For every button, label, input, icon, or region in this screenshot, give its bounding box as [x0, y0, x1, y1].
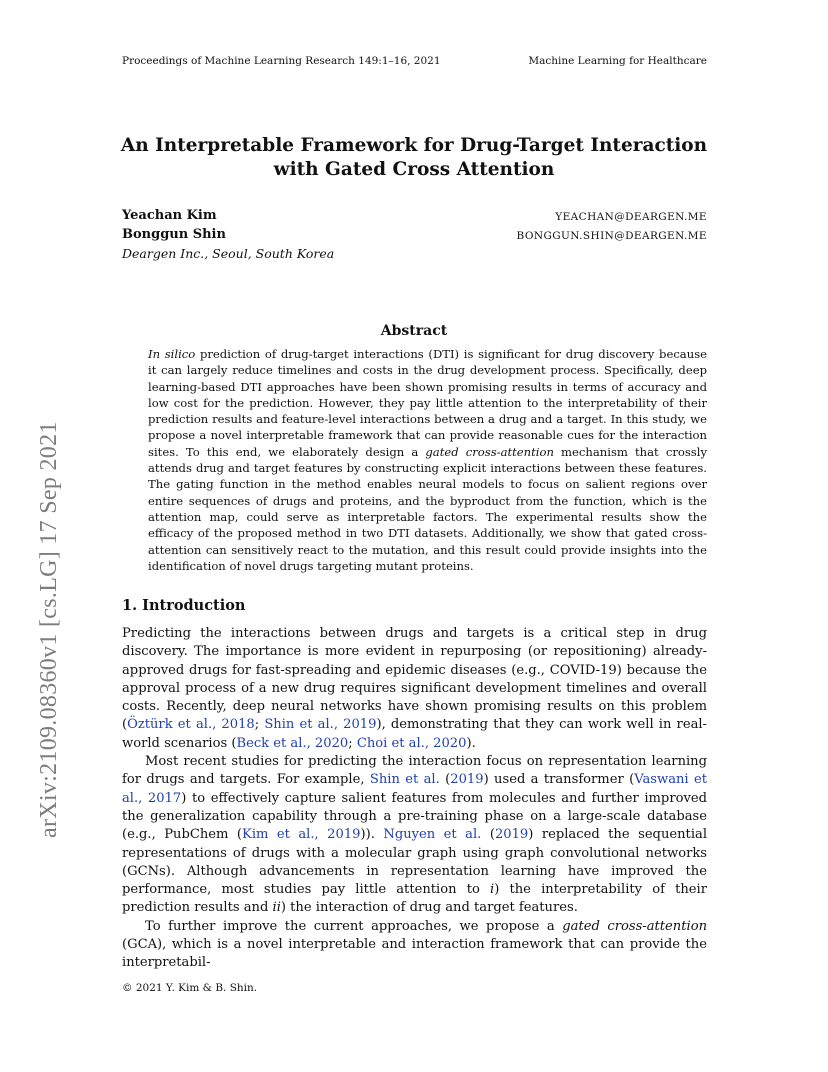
citation-link[interactable]: 2019 — [450, 772, 484, 788]
introduction-body — [122, 625, 707, 973]
citation-link[interactable]: Choi et al., 2020 — [356, 735, 467, 751]
abstract-part-1: prediction of drug-target interactions (DTI) is significant for drug discovery because it can largely reduce timelines and costs in the drug development process. Specifically, deep learning-based DTI approaches have been shown promising results in terms of accuracy and low cost for the prediction. However, they pay little attention to the interpretability of their prediction results and feature-level interactions between a drug and a target. In this study, we propose a novel interpretable framework that can provide reasonable cues for the interaction sites. To this end, we elaborately design a — [148, 347, 707, 459]
citation-link[interactable]: Beck et al., 2020 — [236, 735, 349, 751]
text-run: ). — [466, 735, 476, 751]
running-header-venue: Proceedings of Machine Learning Research 149:1–16, 2021 — [122, 55, 441, 67]
emphasis-italic: gated cross-attention — [562, 918, 708, 934]
paper-title — [0, 134, 828, 182]
abstract-italic-2: gated cross-attention — [425, 444, 554, 459]
enumeration-italic: ii — [272, 900, 281, 916]
text-run: ) the interaction of drug and target features. — [280, 900, 578, 916]
section-heading-introduction: 1. Introduction — [122, 597, 246, 614]
intro-paragraph-2: Most recent studies for predicting the interaction focus on representation learning for drugs and targets. For example, Shin et al. (2019) used a transformer (Vaswani et al., 2017) to effectively capture salient features from molecules and further improved the generalization capability through a pre-training phase on a large-scale database (e.g., PubChem (Kim et al., 2019)). Nguyen et al. (2019) replaced the sequential representations of drugs with a molecular graph using graph convolutional networks (GCNs). Although advancements in representation learning have improved the performance, most studies pay little attention to i) the interpretability of their prediction results and ii) the interaction of drug and target features. — [122, 754, 708, 916]
enumeration-italic: i — [490, 882, 495, 898]
citation-link[interactable]: Vaswani et al., 2017 — [122, 772, 707, 806]
text-run: To further improve the current approaches, we propose a — [145, 918, 563, 934]
text-run: ; — [254, 717, 265, 733]
text-run: ) the interpretability of their prediction results and — [122, 882, 707, 916]
arxiv-identifier-watermark: arXiv:2109.08360v1 [cs.LG] 17 Sep 2021 — [36, 421, 62, 838]
abstract-text — [148, 346, 707, 574]
author-email-1: YEACHAN@DEARGEN.ME — [555, 211, 707, 223]
citation-link[interactable]: Shin et al. — [369, 772, 440, 788]
abstract-italic-1: In silico — [148, 347, 196, 361]
author-affiliation: Deargen Inc., Seoul, South Korea — [122, 246, 335, 261]
citation-link[interactable]: Nguyen et al. — [383, 827, 482, 843]
author-name-1: Yeachan Kim — [122, 208, 217, 223]
citation-link[interactable]: Kim et al., 2019 — [242, 827, 361, 843]
text-run: Predicting the interactions between drugs and targets is a critical step in drug discovery. The importance is more evident in repurposing (or repositioning) already-approved drugs for fast-spreading and epidemic diseases (e.g., COVID-19) because the approval process of a new drug requires significant development timelines and overall costs. Recently, deep neural networks have shown promising results on this problem ( — [122, 626, 707, 733]
author-name-2: Bonggun Shin — [122, 227, 226, 242]
citation-link[interactable]: Shin et al., 2019 — [264, 717, 377, 733]
text-run: ; — [348, 735, 357, 751]
text-run: ), demonstrating that they can work well in real-world scenarios ( — [122, 717, 707, 751]
intro-paragraph-3 — [122, 918, 707, 973]
paper-title-line-1: An Interpretable Framework for Drug-Target Interaction — [120, 135, 708, 156]
text-run: (GCA), which is a novel interpretable and interaction framework that can provide the interpretabil- — [122, 937, 707, 971]
paper-title-line-2: with Gated Cross Attention — [273, 159, 555, 180]
text-run: Most recent studies for predicting the interaction focus on representation learning for drugs and targets. For example, — [122, 754, 707, 788]
text-run: ) replaced the sequential representations of drugs with a molecular graph using graph convolutional networks (GCNs). Although advancements in representation learning have improved the performance, most studies pay little attention to — [122, 827, 708, 898]
author-email-2: BONGGUN.SHIN@DEARGEN.ME — [516, 230, 707, 242]
abstract-part-2: mechanism that crossly attends drug and target features by constructing explicit interactions between these features. The gating function in the method enables neural models to focus on salient regions over entire sequences of drugs and proteins, and the byproduct from the function, which is the attention map, could serve as interpretable factors. The experimental results show the efficacy of the proposed method in two DTI datasets. Additionally, we show that gated cross-attention can sensitively react to the mutation, and this result could provide insights into the identification of novel drugs targeting mutant proteins. — [148, 444, 707, 573]
copyright-footer: © 2021 Y. Kim & B. Shin. — [122, 982, 258, 994]
abstract-heading: Abstract — [380, 323, 448, 339]
running-header-track: Machine Learning for Healthcare — [528, 55, 707, 67]
text-run: ) used a transformer ( — [483, 772, 635, 788]
citation-link[interactable]: 2019 — [494, 827, 529, 843]
citation-link[interactable]: Öztürk et al., 2018 — [127, 717, 255, 733]
text-run: ) to effectively capture salient features from molecules and further improved the generalization capability through a pre-training phase on a large-scale database (e.g., PubChem ( — [122, 790, 707, 843]
text-run: )). — [360, 827, 384, 843]
intro-paragraph-1 — [122, 625, 707, 753]
